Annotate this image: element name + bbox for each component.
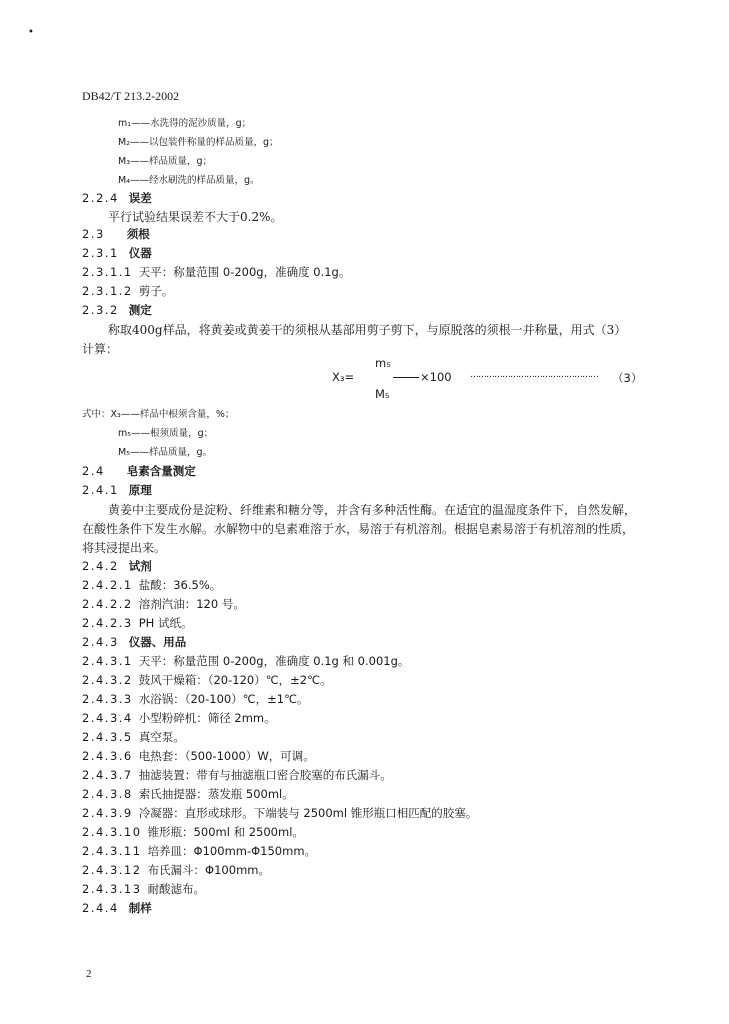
- section-heading-2-4-4: [82, 900, 152, 916]
- item-text: 小型粉碎机：筛径 2mm。: [138, 711, 276, 725]
- section-number: 2.4.3: [82, 635, 119, 649]
- formula-multiplier: ×100: [420, 370, 452, 384]
- variable-definition: m₅——根须质量，g；: [118, 428, 214, 439]
- section-number: 2.4: [82, 464, 105, 478]
- list-item: [82, 577, 221, 593]
- list-item: [82, 786, 294, 802]
- item-text: 布氏漏斗：Φ100mm。: [147, 863, 270, 877]
- section-heading-2-4-2: [82, 558, 152, 574]
- list-item: [82, 862, 270, 878]
- item-number: 2.4.3.12: [82, 863, 142, 877]
- list-item: [82, 843, 316, 859]
- formula-equation-number: （3）: [612, 371, 643, 385]
- item-number: 2.4.3.11: [82, 844, 142, 858]
- item-number: 2.4.2.3: [82, 616, 133, 630]
- item-number: 2.3.1.1: [82, 265, 133, 279]
- section-heading-2-2-4: [82, 190, 152, 206]
- variable-definition: M₃——样品质量，g；: [118, 156, 213, 167]
- paragraph: 平行试验结果误差不大于0.2%。: [108, 210, 283, 224]
- variable-definition: 式中：X₃——样品中根须含量，%；: [82, 409, 235, 420]
- list-item: [82, 615, 192, 631]
- formula-denominator: M₅: [375, 387, 390, 401]
- section-heading-2-4-3: [82, 634, 186, 650]
- section-number: 2.3.2: [82, 303, 119, 317]
- item-text: 溶剂汽油：120 号。: [138, 597, 245, 611]
- list-item: [82, 653, 409, 669]
- item-text: 鼓风干燥箱：（20-120）℃，±2℃。: [138, 673, 332, 687]
- formula-leader: …………………………………………: [470, 370, 598, 380]
- page-number: 2: [86, 968, 92, 980]
- item-number: 2.4.3.5: [82, 730, 133, 744]
- item-text: 培养皿：Φ100mm-Φ150mm。: [147, 844, 317, 858]
- item-number: 2.4.2.1: [82, 578, 133, 592]
- list-item: [82, 710, 276, 726]
- item-number: 2.4.3.6: [82, 749, 133, 763]
- section-heading-2-3: [82, 226, 150, 242]
- item-text: 电热套：（500-1000）W，可调。: [138, 749, 315, 763]
- list-item: [82, 264, 350, 280]
- item-text: 真空泵。: [138, 730, 185, 744]
- list-item: [82, 748, 315, 764]
- section-number: 2.3: [82, 227, 105, 241]
- item-text: 锥形瓶：500ml 和 2500ml。: [147, 825, 304, 839]
- variable-definition: M₄——经水刷洗的样品质量，g。: [118, 175, 260, 186]
- section-number: 2.4.4: [82, 901, 119, 915]
- list-item: [82, 596, 245, 612]
- section-heading-2-3-1: [82, 245, 152, 261]
- document-code: DB42/T 213.2-2002: [82, 89, 180, 103]
- section-number: 2.4.1: [82, 483, 119, 497]
- fraction-bar: [393, 377, 419, 378]
- section-heading-2-3-2: [82, 302, 152, 318]
- item-text: 天平：称量范围 0-200g，准确度 0.1g 和 0.001g。: [138, 654, 410, 668]
- variable-definition: M₅——样品质量，g。: [118, 447, 213, 458]
- list-item: [82, 805, 477, 821]
- section-title: 皂素含量测定: [126, 464, 196, 478]
- section-number: 2.3.1: [82, 246, 119, 260]
- item-text: 抽滤装置：带有与抽滤瓶口密合胶塞的布氏漏斗。: [138, 768, 392, 782]
- section-title: 误差: [128, 191, 152, 205]
- item-text: 耐酸滤布。: [147, 882, 206, 896]
- item-text: 盐酸：36.5%。: [138, 578, 222, 592]
- section-heading-2-4-1: [82, 482, 152, 498]
- paragraph-line: 将其浸提出来。: [82, 541, 167, 555]
- formula-numerator: m₅: [375, 356, 391, 370]
- item-text: 天平：称量范围 0-200g，准确度 0.1g。: [138, 265, 351, 279]
- list-item: [82, 691, 309, 707]
- item-number: 2.4.3.3: [82, 692, 133, 706]
- section-number: 2.4.2: [82, 559, 119, 573]
- list-item: [82, 881, 205, 897]
- variable-definition: M₂——以包装件称量的样品质量，g；: [118, 137, 279, 148]
- section-heading-2-4: [82, 463, 196, 479]
- section-title: 原理: [128, 483, 152, 497]
- item-text: 水浴锅：（20-100）℃，±1℃。: [138, 692, 309, 706]
- item-number: 2.4.3.10: [82, 825, 142, 839]
- section-title: 仪器: [128, 246, 152, 260]
- item-number: 2.4.3.2: [82, 673, 133, 687]
- item-number: 2.4.3.7: [82, 768, 133, 782]
- item-number: 2.4.3.8: [82, 787, 133, 801]
- list-item: [82, 672, 332, 688]
- list-item: [82, 283, 173, 299]
- item-text: PH 试纸。: [138, 616, 193, 630]
- item-number: 2.4.3.4: [82, 711, 133, 725]
- item-text: 剪子。: [138, 284, 174, 298]
- section-title: 仪器、用品: [128, 635, 187, 649]
- list-item: [82, 729, 185, 745]
- section-title: 试剂: [128, 559, 152, 573]
- section-title: 测定: [128, 303, 152, 317]
- item-number: 2.3.1.2: [82, 284, 133, 298]
- item-number: 2.4.3.13: [82, 882, 142, 896]
- section-title: 须根: [126, 227, 150, 241]
- item-number: 2.4.3.1: [82, 654, 133, 668]
- list-item: [82, 767, 392, 783]
- section-number: 2.2.4: [82, 191, 119, 205]
- item-number: 2.4.3.9: [82, 806, 133, 820]
- list-item: [82, 824, 304, 840]
- item-text: 冷凝器：直形或球形。下端装与 2500ml 锥形瓶口相匹配的胶塞。: [138, 806, 478, 820]
- stray-dot: •: [28, 27, 34, 38]
- variable-definition: m₁——水洗得的泥沙质量，g；: [118, 118, 252, 129]
- item-number: 2.4.2.2: [82, 597, 133, 611]
- item-text: 索氏抽提器：蒸发瓶 500ml。: [138, 787, 294, 801]
- section-title: 制样: [128, 901, 152, 915]
- paragraph: 计算：: [82, 342, 119, 356]
- paragraph-line: 在酸性条件下发生水解。水解物中的皂素难溶于水，易溶于有机溶剂。根据皂素易溶于有机溶剂的性质，: [82, 522, 635, 536]
- paragraph: 称取400g样品，将黄姜或黄姜干的须根从基部用剪子剪下，与原脱落的须根一并称量，用式（3）: [108, 323, 627, 337]
- formula-lhs: X₃=: [332, 370, 355, 384]
- paragraph-line: 黄姜中主要成份是淀粉、纤维素和糖分等，并含有多种活性酶。在适宜的温湿度条件下，自然发解，: [108, 503, 637, 517]
